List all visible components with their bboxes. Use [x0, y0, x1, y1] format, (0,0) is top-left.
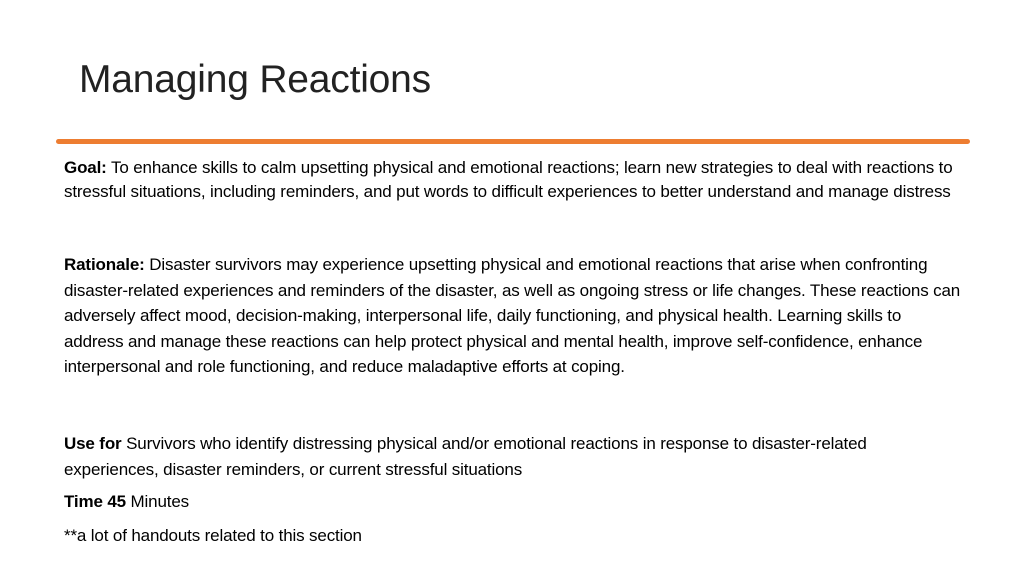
- goal-text: To enhance skills to calm upsetting physical and emotional reactions; learn new strategies to deal with reactions to stressful situations, including reminders, and put words to difficult experiences to better understand and manage distress: [64, 158, 953, 201]
- time-label: Time 45: [64, 492, 126, 511]
- time-paragraph: [64, 490, 964, 514]
- slide-title: Managing Reactions: [79, 58, 431, 101]
- time-text: Minutes: [130, 492, 190, 511]
- use-for-paragraph: [64, 431, 964, 482]
- rationale-paragraph: [64, 252, 964, 380]
- rationale-text: Disaster survivors may experience upsetting physical and emotional reactions that arise when confronting disaster-related experiences and reminders of the disaster, as well as ongoing stress or life changes. These reactions can adversely affect mood, decision-making, interpersonal life, daily functioning, and physical health. Learning skills to address and manage these reactions can help protect physical and mental health, improve self-confidence, enhance interpersonal and role functioning, and reduce maladaptive efforts at coping.: [64, 255, 961, 377]
- use-for-label: Use for: [64, 434, 122, 453]
- goal-paragraph: [64, 156, 964, 203]
- use-for-text: Survivors who identify distressing physical and/or emotional reactions in response to disaster-related experiences, disaster reminders, or current stressful situations: [64, 434, 867, 479]
- rationale-label: Rationale:: [64, 255, 145, 274]
- goal-label: Goal:: [64, 158, 107, 177]
- handouts-note: **a lot of handouts related to this section: [64, 526, 362, 545]
- title-underline-accent: [56, 139, 970, 144]
